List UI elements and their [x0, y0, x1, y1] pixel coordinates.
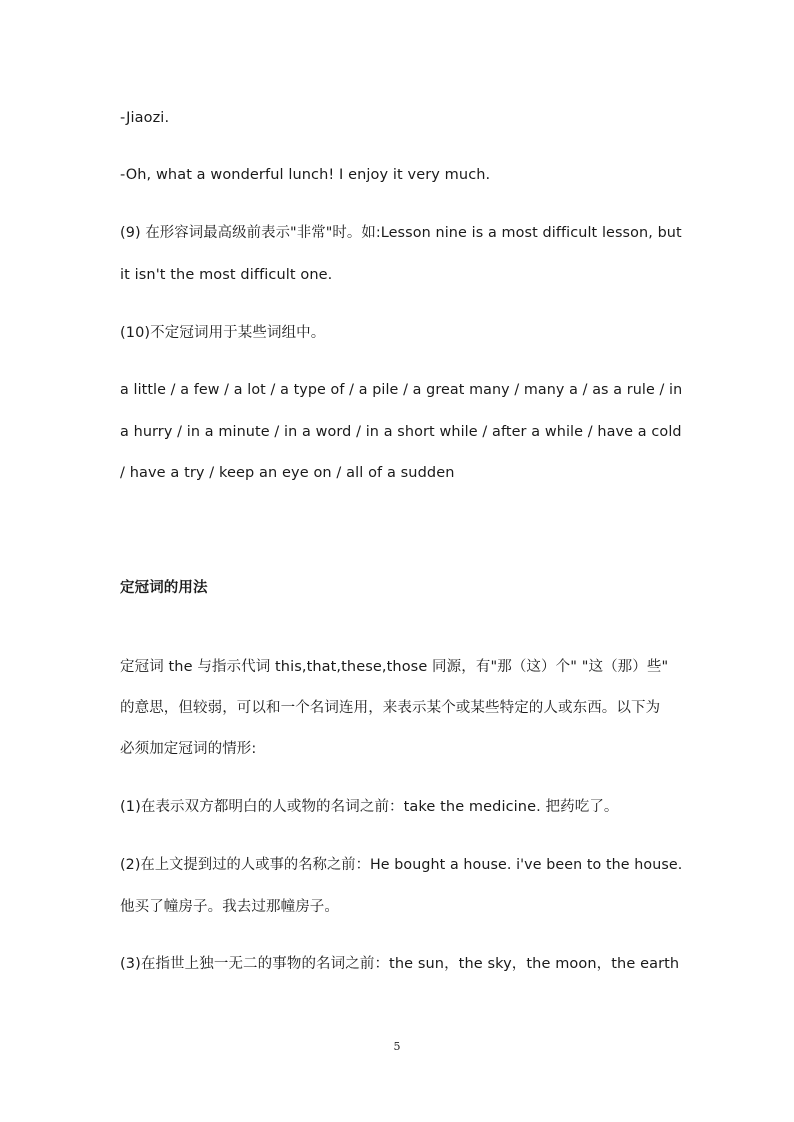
item-10-title: (10)不定冠词用于某些词组中。 — [120, 325, 326, 341]
page-number: 5 — [393, 1040, 401, 1053]
intro-line-2: 的意思，但较弱，可以和一个名词连用，来表示某个或某些特定的人或东西。以下为 — [120, 700, 661, 716]
rule-1: (1)在表示双方都明白的人或物的名词之前：take the medicine. 把药吃了。 — [120, 799, 619, 815]
phrase-list-line-2: a hurry / in a minute / in a word / in a short while / after a while / have a cold — [120, 424, 682, 440]
phrase-list-line-1: a little / a few / a lot / a type of / a pile / a great many / many a / as a rule / in — [120, 382, 683, 398]
section-heading: 定冠词的用法 — [120, 580, 208, 596]
rule-2-line-2: 他买了幢房子。我去过那幢房子。 — [120, 899, 339, 915]
rule-3: (3)在指世上独一无二的事物的名词之前：the sun，the sky，the moon，the earth — [120, 956, 680, 972]
dialogue-reply: -Oh, what a wonderful lunch! I enjoy it very much. — [120, 167, 491, 183]
phrase-list-line-3: / have a try / keep an eye on / all of a sudden — [120, 465, 455, 481]
intro-line-1: 定冠词 the 与指示代词 this,that,these,those 同源，有"那（这）个" "这（那）些" — [120, 659, 669, 675]
item-9-line-2: it isn't the most difficult one. — [120, 267, 333, 283]
dialogue-answer: -Jiaozi. — [120, 110, 170, 126]
intro-line-3: 必须加定冠词的情形: — [120, 741, 257, 757]
item-9-line-1: (9) 在形容词最高级前表示"非常"时。如:Lesson nine is a most difficult lesson, but — [120, 225, 682, 241]
rule-2-line-1: (2)在上文提到过的人或事的名称之前：He bought a house. i've been to the house. — [120, 857, 683, 873]
